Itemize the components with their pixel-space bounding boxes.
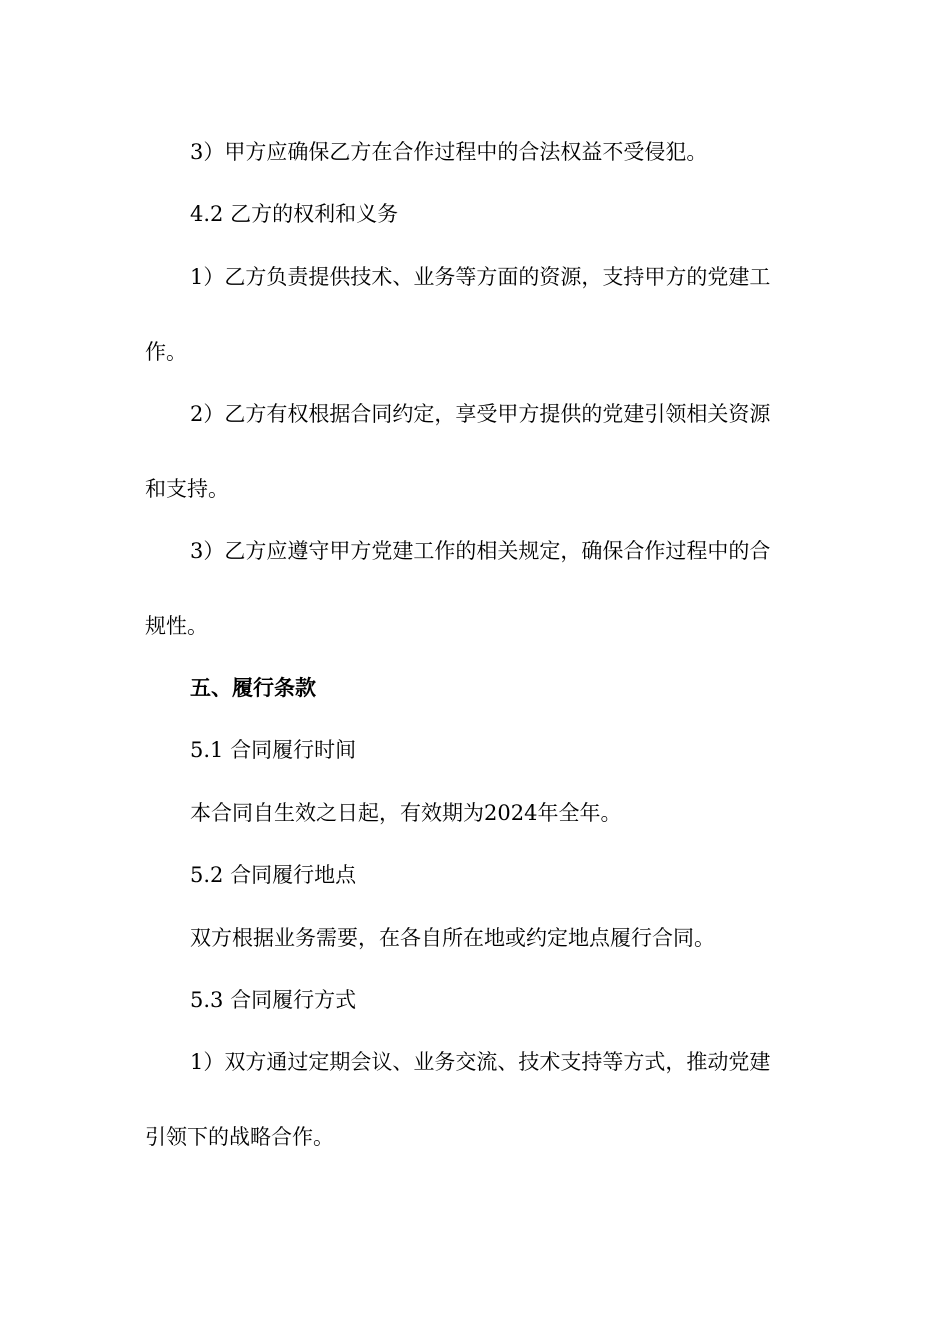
clause-4-2-item-2: 2）乙方有权根据合同约定，享受甲方提供的党建引领相关资源 [190,402,771,426]
clause-4-2-item-3-cont: 规性。 [145,614,208,638]
chapter-5-heading: 五、履行条款 [190,675,316,700]
clause-4-2-item-1: 1）乙方负责提供技术、业务等方面的资源，支持甲方的党建工 [190,265,771,289]
clause-4-2-item-1-cont: 作。 [145,340,187,364]
section-5-1-text: 本合同自生效之日起，有效期为2024年全年。 [190,801,622,825]
clause-4-2-item-2-cont: 和支持。 [145,477,229,501]
clause-5-3-item-1: 1）双方通过定期会议、业务交流、技术支持等方式，推动党建 [190,1050,771,1074]
section-5-2-text: 双方根据业务需要，在各自所在地或约定地点履行合同。 [190,926,715,950]
section-5-2-heading: 5.2 合同履行地点 [190,863,357,887]
section-4-2-heading: 4.2 乙方的权利和义务 [190,202,399,226]
clause-4-2-item-3: 3）乙方应遵守甲方党建工作的相关规定，确保合作过程中的合 [190,539,771,563]
section-5-1-heading: 5.1 合同履行时间 [190,738,357,762]
clause-4-1-item-3: 3）甲方应确保乙方在合作过程中的合法权益不受侵犯。 [190,140,708,164]
section-5-3-heading: 5.3 合同履行方式 [190,988,357,1012]
clause-5-3-item-1-cont: 引领下的战略合作。 [145,1125,334,1149]
